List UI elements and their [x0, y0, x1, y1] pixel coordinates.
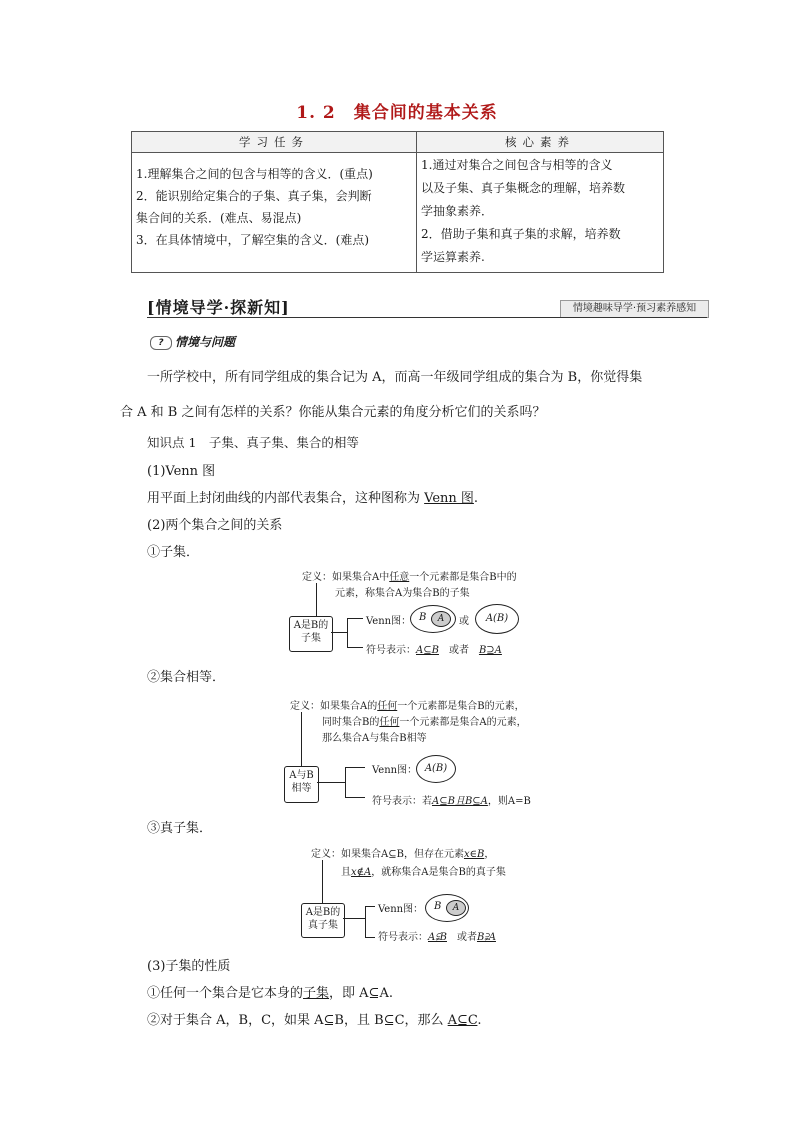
- task-line: 集合间的关系．(难点、易混点): [136, 211, 302, 225]
- venn-definition: [147, 487, 478, 506]
- subset-def-line1: 定义：如果集合A中任意一个元素都是集合B中的: [302, 572, 517, 583]
- literacy-line: 1.通过对集合之间包含与相等的含义: [421, 158, 613, 172]
- section-tag: 情境趣味导学·预习素养感知: [560, 300, 709, 318]
- col-header-literacy: 核心素养: [417, 132, 664, 153]
- prop-2: ②对于集合 A，B，C，如果 A⊆B，且 B⊆C，那么 A⊆C.: [147, 1013, 482, 1028]
- subset-venn-inner: A: [431, 611, 451, 627]
- section-divider: [147, 317, 707, 318]
- props-heading: (3)子集的性质: [147, 959, 231, 974]
- subset-label: ①子集．: [147, 545, 200, 560]
- task-line: 2．能识别给定集合的子集、真子集，会判断: [136, 189, 372, 203]
- intro-text-1: 一所学校中，所有同学组成的集合记为 A，而高一年级同学组成的集合为 B，你觉得集: [147, 370, 643, 385]
- qa-label-text: 情境与问题: [175, 335, 236, 349]
- tasks-table: [131, 131, 664, 273]
- literacy-line: 2．借助子集和真子集的求解，培养数: [421, 227, 621, 241]
- literacy-cell: [417, 153, 664, 273]
- equal-venn: A(B): [416, 755, 456, 783]
- proper-venn-label: Venn图：: [378, 904, 424, 915]
- tasks-cell: [132, 153, 417, 273]
- venn-heading: (1)Venn 图: [147, 464, 216, 479]
- intro-text-2: 合 A 和 B 之间有怎样的关系？你能从集合元素的角度分析它们的关系吗？: [120, 405, 546, 420]
- knowledge-point: 知识点 1 子集、真子集、集合的相等: [147, 435, 359, 450]
- proper-venn-outer: B A: [425, 894, 469, 922]
- proper-def-line1: 定义：如果集合A⊆B，但存在元素x∈B，: [311, 849, 495, 860]
- equal-def-line1: 定义：如果集合A的任何一个元素都是集合B的元素，: [290, 701, 525, 712]
- qa-label: [150, 333, 235, 350]
- page-title: 1. 2 集合间的基本关系: [296, 103, 498, 123]
- subset-symbol: 符号表示：A⊆B 或者 B⊇A: [366, 645, 502, 656]
- subset-def-line2: 元素，称集合A为集合B的子集: [335, 588, 470, 599]
- equal-def-line2: 同时集合B的任何一个元素都是集合A的元素，: [322, 717, 527, 728]
- proper-box: A是B的真子集: [301, 903, 345, 938]
- subset-venn-or: 或: [459, 616, 469, 627]
- section-heading: [情境导学·探新知]: [147, 298, 290, 317]
- literacy-line: 以及子集、真子集概念的理解，培养数: [421, 181, 626, 195]
- proper-symbol: 符号表示：A⫋B 或者B⫌A: [378, 932, 496, 943]
- subset-box: A是B的子集: [289, 616, 333, 652]
- venn-def-pre: 用平面上封闭曲线的内部代表集合，这种图称为: [147, 491, 425, 506]
- task-line: 1.理解集合之间的包含与相等的含义．(重点): [136, 167, 373, 181]
- prop-1: ①任何一个集合是它本身的子集，即 A⊆A.: [147, 986, 393, 1001]
- subset-venn-outer: B A: [410, 605, 456, 633]
- col-header-tasks: 学习任务: [132, 132, 417, 153]
- venn-def-post: .: [473, 491, 479, 506]
- proper-def-line2: 且x∉A，就称集合A是集合B的真子集: [341, 867, 506, 878]
- equal-venn-label: Venn图：: [372, 765, 418, 776]
- proper-label: ③真子集．: [147, 821, 213, 836]
- equal-label: ②集合相等．: [147, 670, 226, 685]
- equal-symbol: 符号表示：若A⊆B且B⊆A，则A=B: [372, 796, 531, 807]
- relations-heading: (2)两个集合之间的关系: [147, 518, 283, 533]
- question-icon: ?: [150, 336, 172, 350]
- literacy-line: 学抽象素养．: [421, 204, 494, 218]
- equal-def-line3: 那么集合A与集合B相等: [322, 733, 427, 744]
- venn-def-term: Venn 图: [424, 491, 474, 506]
- task-line: 3．在具体情境中，了解空集的含义．(难点): [136, 233, 369, 247]
- proper-venn-inner: A: [446, 900, 466, 916]
- equal-box: A与B相等: [284, 766, 319, 803]
- subset-venn-label: Venn图：: [366, 616, 412, 627]
- literacy-line: 学运算素养.: [421, 250, 485, 264]
- subset-venn-equal: A(B): [475, 604, 519, 634]
